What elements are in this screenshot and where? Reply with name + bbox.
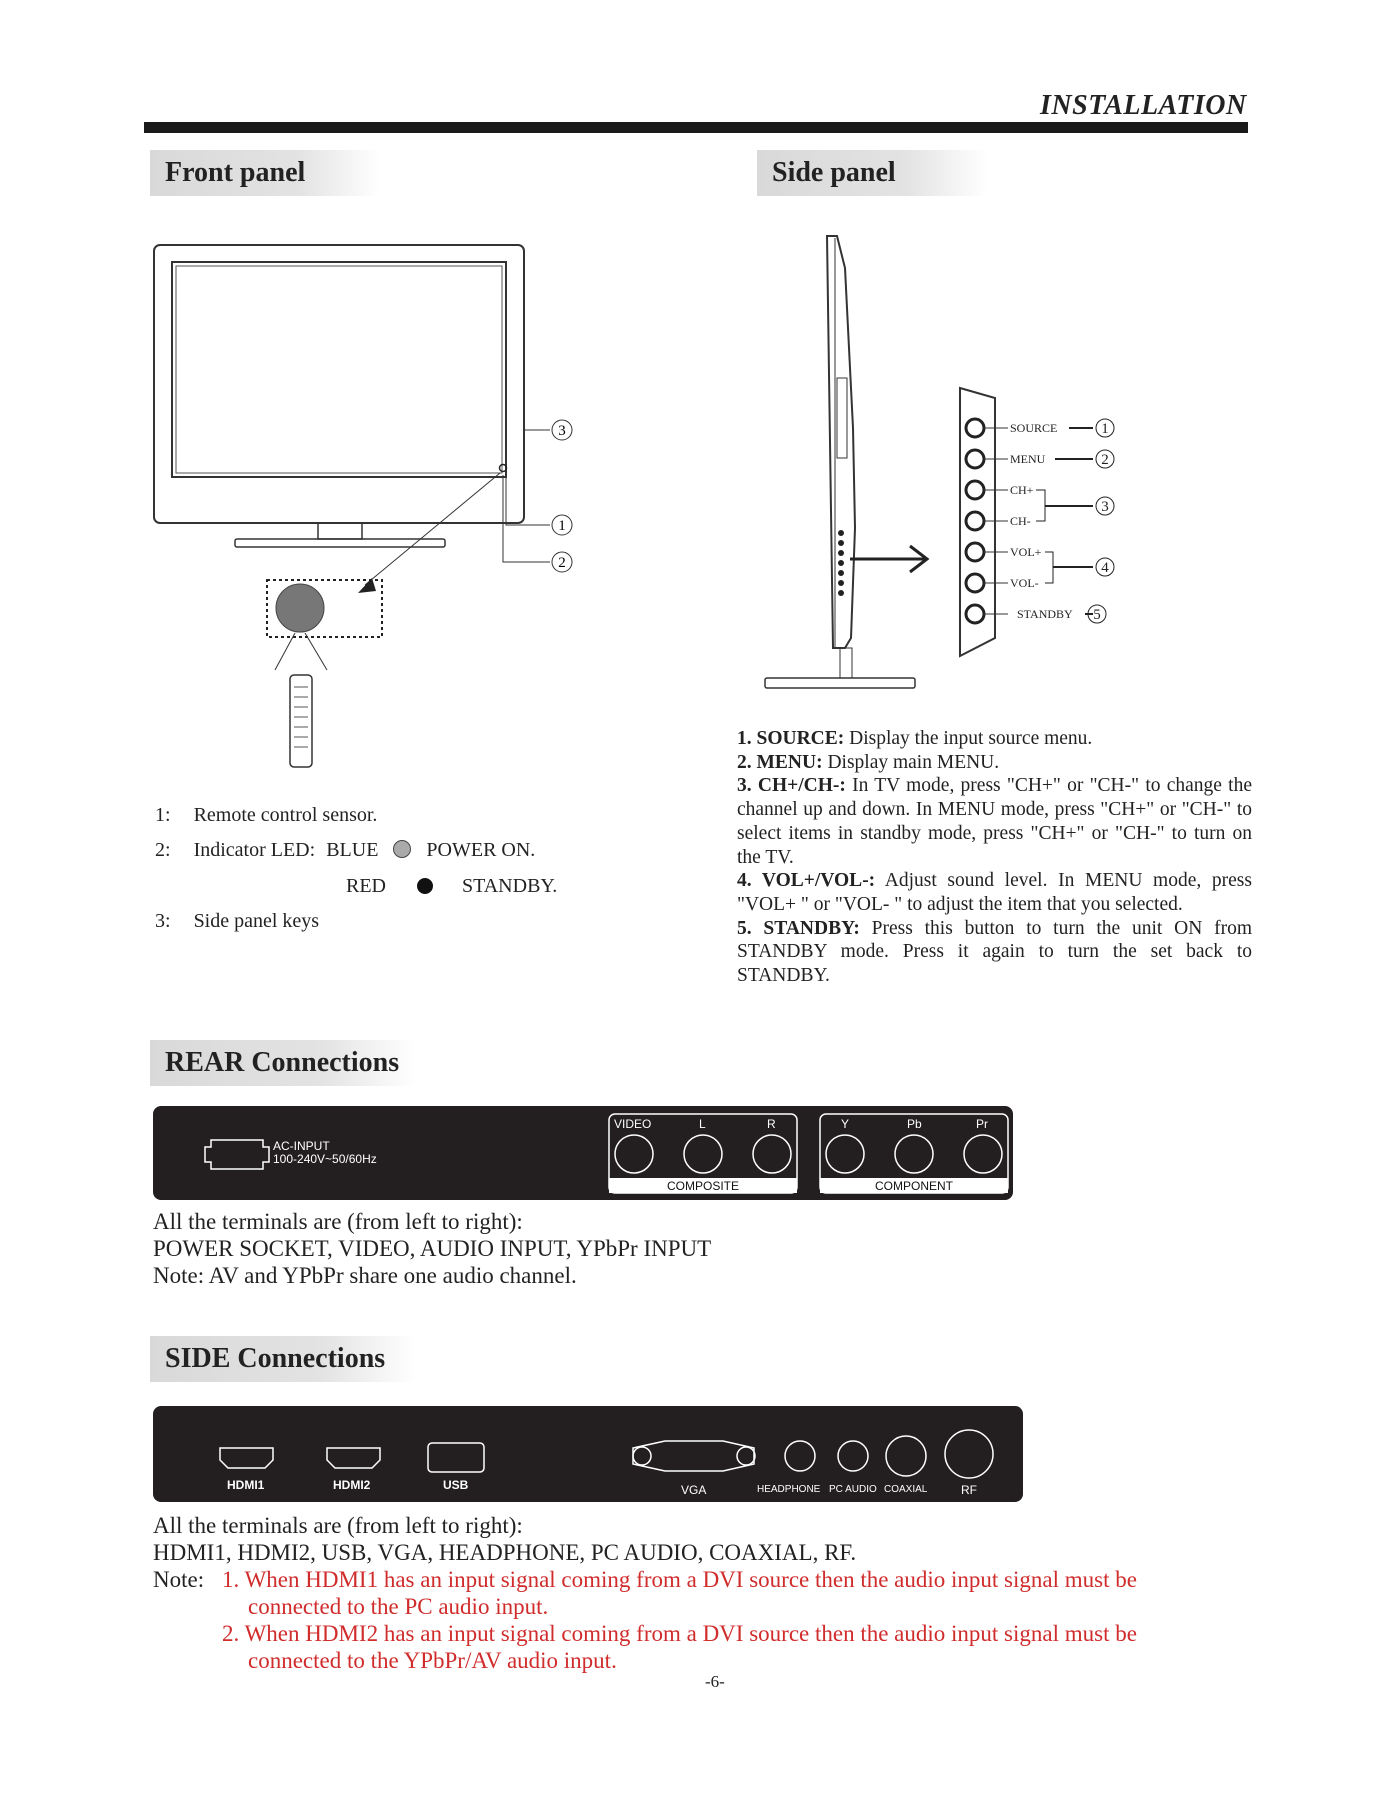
label-y: Y	[841, 1117, 850, 1131]
rear-connections-heading: REAR Connections	[150, 1040, 415, 1086]
tv-side-profile	[827, 236, 855, 648]
front-item-2-text: Indicator LED:	[193, 839, 316, 861]
remote-sensor-zoom	[276, 584, 324, 632]
hdmi1-port	[220, 1448, 273, 1468]
label-l: L	[699, 1117, 706, 1131]
tv-stand	[235, 539, 445, 547]
key-label-source: SOURCE	[1010, 421, 1058, 435]
side-connections-heading: SIDE Connections	[150, 1336, 415, 1382]
label-rf: RF	[961, 1483, 977, 1497]
rear-description	[153, 1208, 711, 1289]
coaxial-jack	[886, 1436, 926, 1476]
label-hdmi2: HDMI2	[333, 1478, 371, 1492]
side-panel-heading: Side panel	[757, 150, 987, 196]
led-blue-label: BLUE	[326, 839, 379, 861]
label-pr: Pr	[976, 1117, 988, 1131]
key-callout-3: 3	[1101, 499, 1109, 515]
key-vol-down	[966, 574, 984, 592]
led-blue-state: POWER ON.	[426, 839, 536, 861]
desc-source: 1. SOURCE: Display the input source menu.	[737, 728, 1093, 749]
label-composite: COMPOSITE	[666, 1179, 739, 1193]
key-label-vol-down: VOL-	[1010, 576, 1039, 590]
label-r: R	[767, 1117, 776, 1131]
rear-connection-panel	[153, 1106, 1013, 1200]
led-red-icon	[417, 878, 433, 894]
key-callout-1: 1	[1101, 421, 1109, 437]
page-header-title: INSTALLATION	[1040, 90, 1247, 121]
key-source	[966, 419, 984, 437]
desc-volume: 4. VOL+/VOL-: Adjust sound level. In MENU mode, press "VOL+ " or "VOL- " to adjust the item that you selected.	[737, 870, 1252, 915]
side-notes	[222, 1566, 1254, 1674]
rear-line-3: Note: AV and YPbPr share one audio channel.	[153, 1263, 577, 1288]
jack-pb	[895, 1135, 933, 1173]
callout-3-text: 3	[558, 423, 566, 439]
ac-socket-icon	[205, 1140, 269, 1169]
label-video: VIDEO	[614, 1117, 652, 1131]
ac-input-label: AC-INPUT 100-240V~50/60Hz	[273, 1139, 377, 1166]
led-blue-icon	[393, 840, 411, 858]
key-label-ch-down: CH-	[1010, 514, 1031, 528]
label-hdmi1: HDMI1	[227, 1478, 265, 1492]
side-note-1: 1. When HDMI1 has an input signal coming from a DVI source then the audio input signal must be connected to the PC audio input.	[222, 1567, 1137, 1619]
label-usb: USB	[443, 1478, 469, 1492]
pc-audio-jack	[838, 1441, 868, 1471]
label-coaxial: COAXIAL	[884, 1484, 928, 1495]
callout-1-text: 1	[558, 518, 566, 534]
hdmi2-port	[327, 1448, 380, 1468]
front-item-3	[155, 909, 319, 933]
front-panel-heading: Front panel	[150, 150, 380, 196]
remote-control-icon	[290, 675, 312, 767]
side-connection-panel	[153, 1406, 1023, 1502]
header-rule	[144, 122, 1248, 133]
headphone-jack	[785, 1441, 815, 1471]
label-pb: Pb	[907, 1117, 922, 1131]
label-vga: VGA	[681, 1483, 707, 1497]
side-panel-diagram	[755, 228, 1135, 698]
key-ch-up	[966, 481, 984, 499]
rf-jack	[945, 1430, 993, 1478]
side-line-2: HDMI1, HDMI2, USB, VGA, HEADPHONE, PC AUDIO, COAXIAL, RF.	[153, 1540, 857, 1565]
key-label-standby: STANDBY	[1017, 607, 1073, 621]
front-item-1-text: Remote control sensor.	[193, 804, 378, 826]
key-label-vol-up: VOL+	[1010, 545, 1042, 559]
key-label-ch-up: CH+	[1010, 483, 1034, 497]
label-headphone: HEADPHONE	[757, 1484, 821, 1495]
label-component: COMPONENT	[875, 1179, 953, 1193]
side-stand	[765, 678, 915, 688]
key-ch-down	[966, 512, 984, 530]
tv-bezel	[154, 245, 524, 523]
front-panel-diagram	[140, 235, 600, 775]
side-note-label: Note:	[153, 1567, 205, 1592]
front-item-2	[155, 838, 535, 862]
led-red-label: RED	[346, 875, 386, 897]
page-number: -6-	[705, 1672, 725, 1691]
rear-line-2: POWER SOCKET, VIDEO, AUDIO INPUT, YPbPr INPUT	[153, 1236, 712, 1261]
key-standby	[966, 605, 984, 623]
key-callout-5: 5	[1093, 607, 1101, 623]
front-item-2-red	[346, 874, 557, 898]
jack-pr	[964, 1135, 1002, 1173]
desc-channel: 3. CH+/CH-: In TV mode, press "CH+" or "CH-" to change the channel up and down. In MENU mode, press "CH+" or "CH-" to select items in standby mode, press "CH+" or "CH-" to turn on the TV.	[737, 775, 1252, 868]
tv-screen	[172, 262, 506, 477]
front-item-2-num: 2:	[155, 839, 171, 861]
key-callout-2: 2	[1101, 452, 1109, 468]
front-item-3-text: Side panel keys	[193, 910, 320, 932]
jack-y	[826, 1135, 864, 1173]
desc-menu: 2. MENU: Display main MENU.	[737, 751, 1000, 773]
side-panel-descriptions	[737, 727, 1252, 988]
key-callout-4: 4	[1101, 560, 1109, 576]
jack-audio-r	[753, 1135, 791, 1173]
side-note-2: 2. When HDMI2 has an input signal coming from a DVI source then the audio input signal must be connected to the YPbPr/AV audio input.	[222, 1621, 1137, 1673]
desc-standby: 5. STANDBY: Press this button to turn the unit ON from STANDBY mode. Press it again to turn the set back to STANDBY.	[737, 917, 1252, 987]
led-red-state: STANDBY.	[462, 875, 558, 897]
callout-2-text: 2	[558, 555, 566, 571]
jack-audio-l	[684, 1135, 722, 1173]
key-vol-up	[966, 543, 984, 561]
side-line-1: All the terminals are (from left to right):	[153, 1513, 523, 1538]
tv-neck	[318, 523, 362, 539]
side-description	[153, 1512, 856, 1566]
front-item-3-num: 3:	[155, 910, 171, 932]
rear-line-1: All the terminals are (from left to right):	[153, 1209, 523, 1234]
label-pc-audio: PC AUDIO	[829, 1484, 877, 1495]
zoom-leader	[365, 473, 500, 585]
front-item-1-num: 1:	[155, 804, 171, 826]
front-item-1	[155, 803, 377, 827]
jack-video	[615, 1135, 653, 1173]
usb-port	[428, 1443, 484, 1472]
key-menu	[966, 450, 984, 468]
key-label-menu: MENU	[1010, 452, 1046, 466]
